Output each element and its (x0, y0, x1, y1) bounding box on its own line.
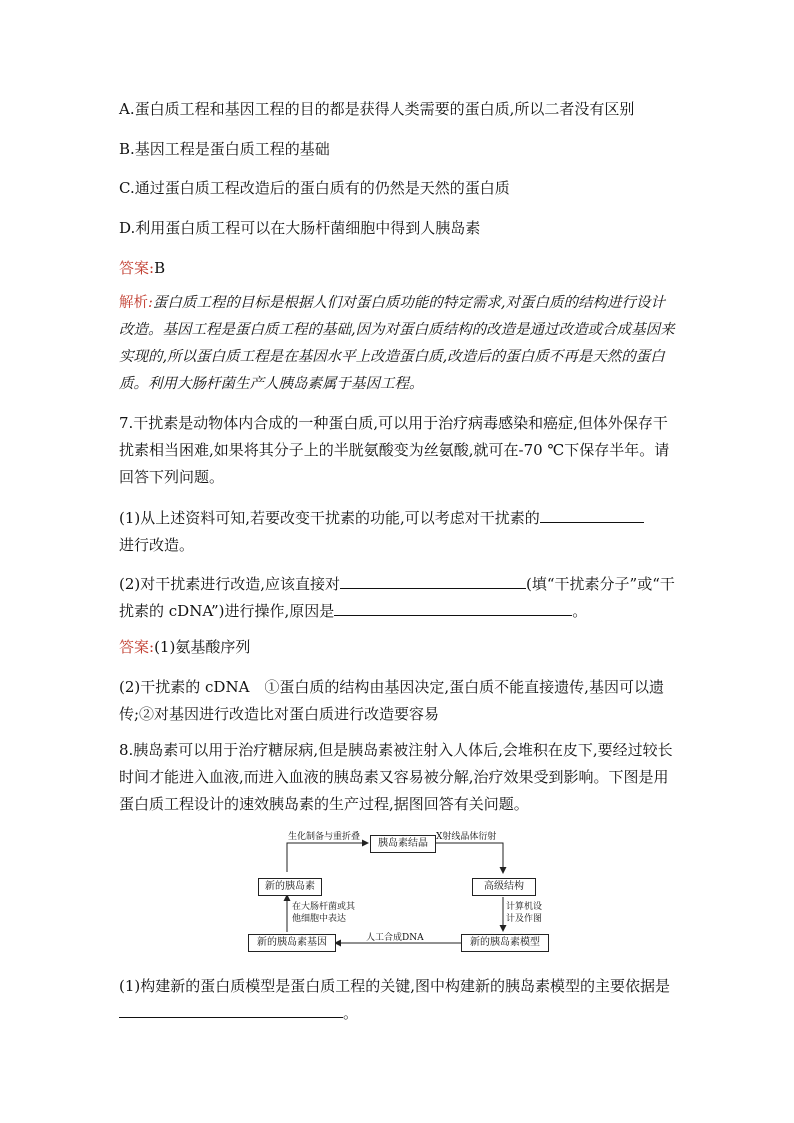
option-a: A.蛋白质工程和基因工程的目的都是获得人类需要的蛋白质,所以二者没有区别 (119, 100, 635, 118)
insulin-process-diagram (248, 832, 548, 957)
label-computer-2: 计及作图 (506, 914, 543, 924)
q8-sub1-end: 。 (343, 1004, 359, 1022)
q6-answer (119, 258, 165, 278)
q7-sub1-after: 进行改造。 (119, 536, 195, 554)
arrow-to-structure (434, 843, 503, 873)
arrow-to-crystal (287, 843, 368, 872)
q7-sub1 (119, 505, 675, 559)
label-biochem-prep: 生化制备与重折叠 (288, 832, 361, 842)
option-b: B.基因工程是蛋白质工程的基础 (119, 140, 330, 158)
option-d: D.利用蛋白质工程可以在大肠杆菌细胞中得到人胰岛素 (119, 219, 481, 237)
label-synthetic-dna: 人工合成DNA (366, 933, 424, 943)
q7-sub2-after: 。 (572, 602, 588, 620)
analysis-sep: : (148, 295, 153, 311)
q7-sub2 (119, 571, 675, 625)
q7-sub2-text: (2)对干扰素进行改造,应该直接对 (119, 575, 341, 593)
box-new-insulin: 新的胰岛素 (258, 878, 322, 896)
answer-label: 答案 (119, 638, 150, 656)
label-expression-1: 在大肠杆菌或其 (292, 902, 356, 912)
label-expression-2: 他细胞中表达 (292, 914, 347, 924)
answer-text: B (154, 259, 166, 277)
analysis-text: 蛋白质工程的目标是根据人们对蛋白质功能的特定需求,对蛋白质的结构进行设计改造。基因工程是蛋白质工程的基础,因为对蛋白质结构的改造是通过改造或合成基因来实现的,所以蛋白质工程是在基因水平上改造蛋白质,改造后的蛋白质不再是天然的蛋白质。利用大肠杆菌生产人胰岛素属于基因工程。 (119, 295, 675, 392)
box-new-insulin-gene: 新的胰岛素基因 (248, 934, 336, 952)
q6-analysis (119, 290, 675, 398)
answer-blank[interactable] (119, 1003, 343, 1018)
answer-sep: : (149, 259, 155, 277)
box-higher-structure: 高级结构 (472, 878, 536, 896)
answer-blank[interactable] (540, 508, 644, 523)
analysis-label: 解析 (119, 295, 148, 311)
q8-stem: 8.胰岛素可以用于治疗糖尿病,但是胰岛素被注射入人体后,会堆积在皮下,要经过较长时间才能进入血液,而进入血液的胰岛素又容易被分解,治疗效果受到影响。下图是用蛋白质工程设计的速效胰岛素的生产过程,据图回答有关问题。 (119, 741, 673, 813)
q7-stem: 7.干扰素是动物体内合成的一种蛋白质,可以用于治疗病毒感染和癌症,但体外保存干扰素相当困难,如果将其分子上的半胱氨酸变为丝氨酸,就可在-70 ℃下保存半年。请回答下列问题。 (119, 414, 670, 486)
label-xray: X射线晶体衍射 (436, 832, 497, 842)
q7-sub1-text: (1)从上述资料可知,若要改变干扰素的功能,可以考虑对干扰素的 (119, 509, 540, 527)
label-computer-1: 计算机设 (506, 902, 543, 912)
box-insulin-crystal: 胰岛素结晶 (370, 835, 436, 853)
box-new-insulin-model: 新的胰岛素模型 (461, 934, 549, 952)
answer-sep: : (149, 638, 155, 656)
q8-sub1-text: (1)构建新的蛋白质模型是蛋白质工程的关键,图中构建新的胰岛素模型的主要依据是 (119, 977, 671, 995)
q7-answer-2: (2)干扰素的 cDNA ①蛋白质的结构由基因决定,蛋白质不能直接遗传,基因可以遗传;②对基因进行改造比对蛋白质进行改造要容易 (119, 678, 664, 723)
answer-blank[interactable] (340, 574, 526, 589)
q8-sub1 (119, 973, 675, 1027)
answer-label: 答案 (119, 259, 150, 277)
q7-answer (119, 637, 250, 657)
q7-sub2-mid: (填“干扰素分子”或“干扰素的 cDNA”)进行操作,原因是 (119, 575, 675, 620)
option-c: C.通过蛋白质工程改造后的蛋白质有的仍然是天然的蛋白质 (119, 179, 510, 197)
answer-text: (1)氨基酸序列 (154, 638, 251, 656)
answer-blank[interactable] (334, 601, 572, 616)
